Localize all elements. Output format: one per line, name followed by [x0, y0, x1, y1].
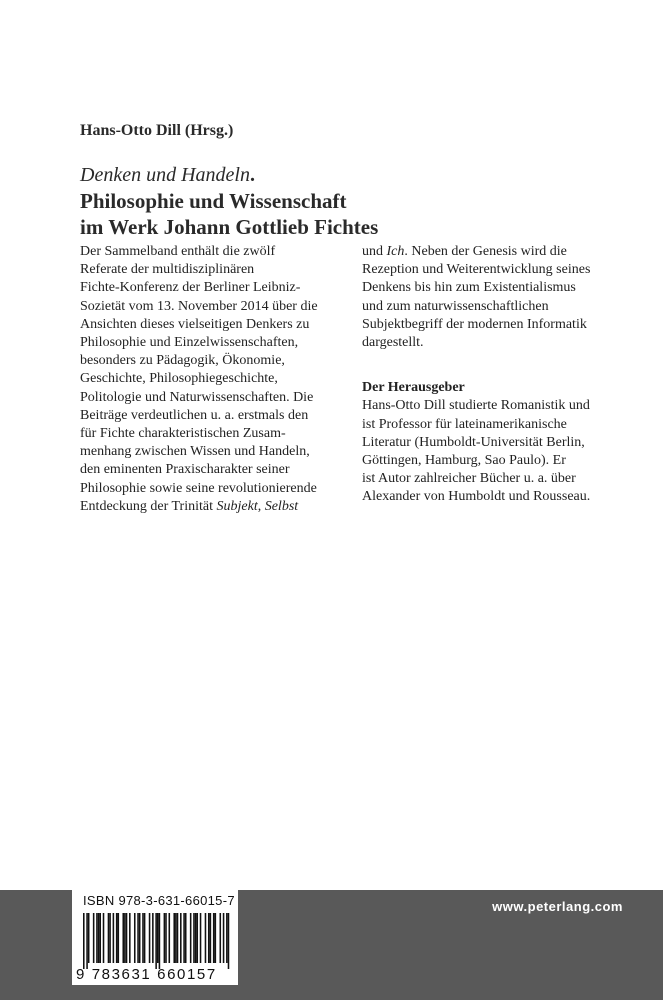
barcode-bar: [228, 913, 230, 969]
blurb-line: Rezeption und Weiterentwicklung seines: [362, 262, 591, 278]
blurb-line: Sozietät vom 13. November 2014 über die: [80, 298, 318, 314]
blurb-italic-term: Ich: [386, 244, 405, 259]
blurb-line: Subjektbegriff der modernen Informatik: [362, 316, 587, 332]
ean-digits: 9 783631 660157: [76, 966, 217, 983]
barcode-bar: [185, 913, 187, 963]
blurb-line: besonders zu Pädagogik, Ökonomie,: [80, 353, 285, 369]
barcode-bar: [195, 913, 197, 963]
barcode-bar: [190, 913, 192, 963]
barcode-bar: [208, 913, 210, 963]
barcode-bar: [134, 913, 136, 963]
title-line: [80, 162, 640, 188]
barcode-bar: [205, 913, 207, 963]
barcode-bar: [83, 913, 85, 969]
blurb-line-last: [80, 498, 352, 516]
barcode-bar: [109, 913, 111, 963]
about-line: Literatur (Humboldt-Universität Berlin,: [362, 434, 585, 450]
barcode-bar: [173, 913, 175, 963]
barcode-bar: [200, 913, 202, 963]
blurb-line: menhang zwischen Wissen und Handeln,: [80, 444, 310, 460]
barcode-bar: [118, 913, 120, 963]
blurb-line: Der Sammelband enthält die zwölf: [80, 244, 276, 259]
blurb-line: Geschichte, Philosophiegeschichte,: [80, 371, 278, 387]
barcode-bar: [226, 913, 228, 963]
barcode-icon: [83, 913, 231, 969]
publisher-url[interactable]: www.peterlang.com: [492, 899, 623, 914]
barcode-bar: [144, 913, 146, 963]
barcode-bar: [142, 913, 144, 963]
barcode-bar: [149, 913, 151, 963]
about-line: ist Autor zahlreicher Bücher u. a. über: [362, 471, 576, 487]
about-line: Hans-Otto Dill studierte Romanistik und: [362, 398, 590, 414]
blurb-line-first: [362, 243, 634, 261]
blurb-line: den eminenten Praxischarakter seiner: [80, 462, 290, 478]
blurb-line: für Fichte charakteristischen Zusam-: [80, 426, 286, 442]
paragraph-spacer: [362, 352, 634, 379]
barcode-bar: [164, 913, 166, 963]
barcode-bar: [139, 913, 141, 963]
barcode-bar: [155, 913, 157, 969]
barcode-bar: [177, 913, 179, 963]
barcode-bar: [122, 913, 124, 963]
barcode-bar: [223, 913, 225, 963]
barcode-bar: [98, 913, 100, 963]
barcode-bar: [175, 913, 177, 963]
barcode-bar: [196, 913, 198, 963]
subtitle-line-1: Philosophie und Wissenschaft: [80, 189, 347, 213]
barcode-bar: [159, 913, 161, 969]
barcode-bar: [180, 913, 182, 963]
blurb-line: Beiträge verdeutlichen u. a. erstmals den: [80, 407, 309, 423]
isbn-number: ISBN 978-3-631-66015-7: [83, 893, 235, 908]
barcode-bar: [108, 913, 110, 963]
editor-name: Hans-Otto Dill (Hrsg.): [80, 122, 234, 139]
blurb-line: Philosophie sowie seine revolutionierende: [80, 480, 317, 496]
blurb-separator: ,: [257, 498, 265, 514]
barcode-bar: [129, 913, 131, 963]
blurb-line: Fichte-Konferenz der Berliner Leibniz-: [80, 280, 301, 296]
barcode-bar: [219, 913, 221, 963]
barcode-bar: [165, 913, 167, 963]
subtitle-line-2: im Werk Johann Gottlieb Fichtes: [80, 215, 379, 239]
barcode-bar: [183, 913, 185, 963]
blurb-text: Entdeckung der Trinität: [80, 498, 217, 514]
blurb-left-column: [80, 243, 352, 516]
barcode-bar: [213, 913, 215, 963]
about-line: Alexander von Humboldt und Rousseau.: [362, 489, 591, 505]
barcode-bar: [210, 913, 212, 963]
blurb-line: Philosophie und Einzelwissenschaften,: [80, 335, 299, 351]
about-line: ist Professor für lateinamerikanische: [362, 416, 567, 432]
barcode-bar: [169, 913, 171, 963]
barcode-bar: [157, 913, 159, 963]
barcode-bar: [215, 913, 217, 963]
blurb-line: Denkens bis hin zum Existentialismus: [362, 280, 576, 296]
blurb-italic-term: Selbst: [264, 498, 299, 514]
book-title: [80, 162, 640, 240]
blurb-line: Referate der multidisziplinären: [80, 262, 255, 278]
barcode-bar: [126, 913, 128, 963]
blurb-line: dargestellt.: [362, 335, 424, 351]
barcode-bar: [99, 913, 101, 963]
blurb-right-column: [362, 243, 634, 507]
barcode-bar: [124, 913, 126, 963]
about-line: Göttingen, Hamburg, Sao Paulo). Er: [362, 453, 566, 469]
barcode-bar: [103, 913, 105, 963]
barcode-bar: [113, 913, 115, 963]
blurb-italic-term: Subjekt: [216, 498, 258, 514]
barcode-bar: [93, 913, 95, 963]
barcode-bar: [96, 913, 98, 963]
barcode-bar: [137, 913, 139, 963]
barcode-bar: [152, 913, 154, 963]
barcode-bar: [116, 913, 118, 963]
barcode-bar: [193, 913, 195, 963]
barcode-bar: [86, 913, 88, 969]
blurb-text: und: [362, 244, 387, 259]
blurb-line: Ansichten dieses vielseitigen Denkers zu: [80, 316, 310, 332]
title-dot: .: [249, 164, 255, 186]
title-italic: Denken und Handeln: [80, 164, 250, 186]
blurb-text: . Neben der Genesis wird die: [404, 244, 567, 259]
blurb-line: und zum naturwissenschaftlichen: [362, 298, 549, 314]
blurb-line: Politologie und Naturwissenschaften. Die: [80, 389, 314, 405]
barcode-bar: [88, 913, 90, 963]
about-heading: Der Herausgeber: [362, 380, 465, 396]
